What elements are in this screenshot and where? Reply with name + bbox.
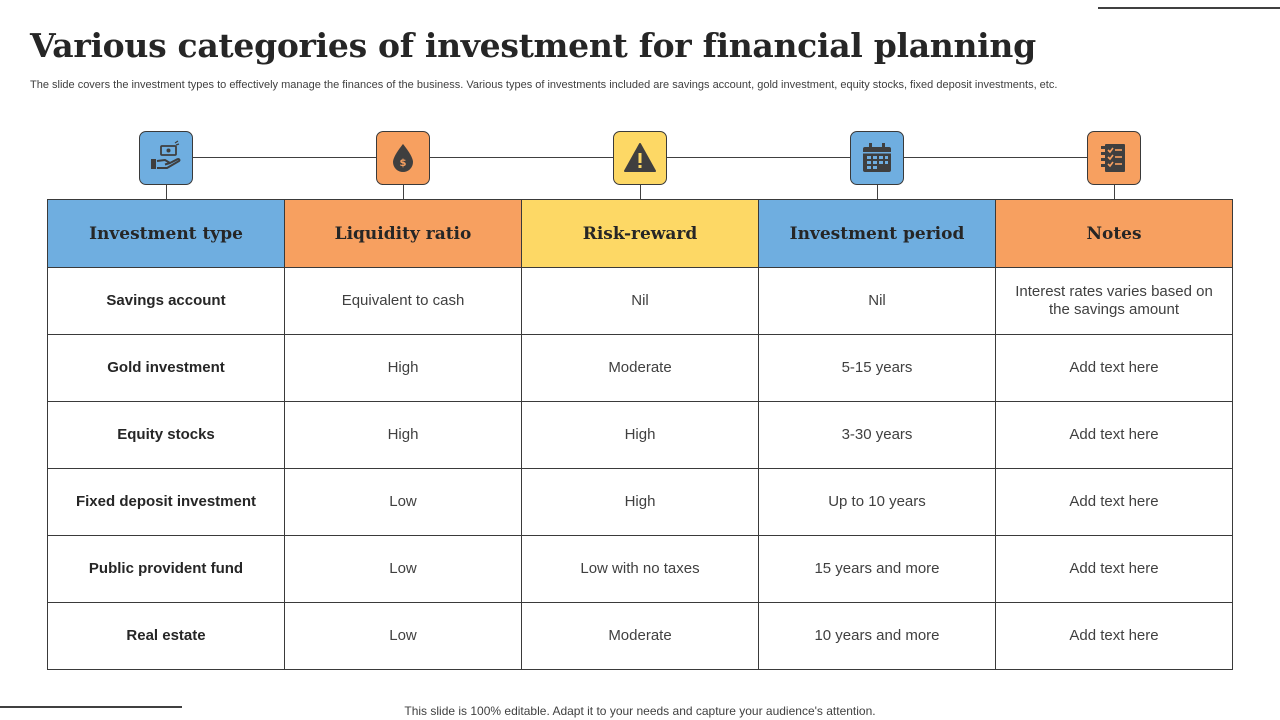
table-row	[48, 536, 1233, 603]
top-accent-line	[1098, 7, 1280, 9]
icon-box-period	[850, 131, 904, 185]
icon-stem	[166, 184, 167, 200]
money-drop-icon	[385, 140, 421, 176]
slide-title: Various categories of investment for financial planning	[30, 26, 1036, 65]
cell-risk-reward: Moderate	[522, 335, 759, 402]
slide-footer: This slide is 100% editable. Adapt it to your needs and capture your audience's attention.	[404, 704, 876, 718]
investment-table	[47, 199, 1233, 670]
warning-icon	[622, 140, 658, 176]
table-row	[48, 603, 1233, 670]
icon-stem	[640, 184, 641, 200]
cell-investment-type: Gold investment	[48, 335, 285, 402]
icon-box-liquidity	[376, 131, 430, 185]
cell-liquidity-ratio: Low	[285, 469, 522, 536]
cell-notes: Add text here	[996, 469, 1233, 536]
cell-investment-period: 10 years and more	[759, 603, 996, 670]
icon-box-notes	[1087, 131, 1141, 185]
cell-investment-type: Equity stocks	[48, 402, 285, 469]
cell-investment-type: Real estate	[48, 603, 285, 670]
cell-notes: Add text here	[996, 335, 1233, 402]
notes-checklist-icon	[1096, 140, 1132, 176]
cell-investment-type: Public provident fund	[48, 536, 285, 603]
icon-stem	[403, 184, 404, 200]
header-investment-type: Investment type	[48, 200, 285, 268]
header-liquidity-ratio: Liquidity ratio	[285, 200, 522, 268]
cell-notes: Add text here	[996, 536, 1233, 603]
cell-notes: Interest rates varies based on the savings amount	[996, 268, 1233, 335]
cell-risk-reward: Moderate	[522, 603, 759, 670]
cell-risk-reward: High	[522, 469, 759, 536]
header-investment-period: Investment period	[759, 200, 996, 268]
svg-text:$: $	[399, 158, 407, 169]
cell-risk-reward: High	[522, 402, 759, 469]
cell-investment-period: Up to 10 years	[759, 469, 996, 536]
header-notes: Notes	[996, 200, 1233, 268]
hand-money-icon	[148, 140, 184, 176]
header-risk-reward: Risk-reward	[522, 200, 759, 268]
table-header-row	[48, 200, 1233, 268]
cell-notes: Add text here	[996, 603, 1233, 670]
slide-subtitle: The slide covers the investment types to effectively manage the finances of the business. Various types of investments included are savings account, gold investment, equity stocks, fixed deposit investments, etc.	[30, 79, 1058, 91]
cell-investment-period: 15 years and more	[759, 536, 996, 603]
table-row	[48, 335, 1233, 402]
table-row	[48, 268, 1233, 335]
icon-box-risk	[613, 131, 667, 185]
cell-investment-period: 3-30 years	[759, 402, 996, 469]
cell-liquidity-ratio: High	[285, 402, 522, 469]
cell-investment-period: 5-15 years	[759, 335, 996, 402]
cell-investment-type: Savings account	[48, 268, 285, 335]
icon-stem	[877, 184, 878, 200]
icon-stem	[1114, 184, 1115, 200]
cell-liquidity-ratio: Low	[285, 603, 522, 670]
cell-liquidity-ratio: High	[285, 335, 522, 402]
cell-notes: Add text here	[996, 402, 1233, 469]
cell-investment-period: Nil	[759, 268, 996, 335]
cell-risk-reward: Low with no taxes	[522, 536, 759, 603]
cell-liquidity-ratio: Equivalent to cash	[285, 268, 522, 335]
cell-risk-reward: Nil	[522, 268, 759, 335]
cell-investment-type: Fixed deposit investment	[48, 469, 285, 536]
table-row	[48, 402, 1233, 469]
cell-liquidity-ratio: Low	[285, 536, 522, 603]
icon-box-investment-type	[139, 131, 193, 185]
table-row	[48, 469, 1233, 536]
calendar-icon	[859, 140, 895, 176]
